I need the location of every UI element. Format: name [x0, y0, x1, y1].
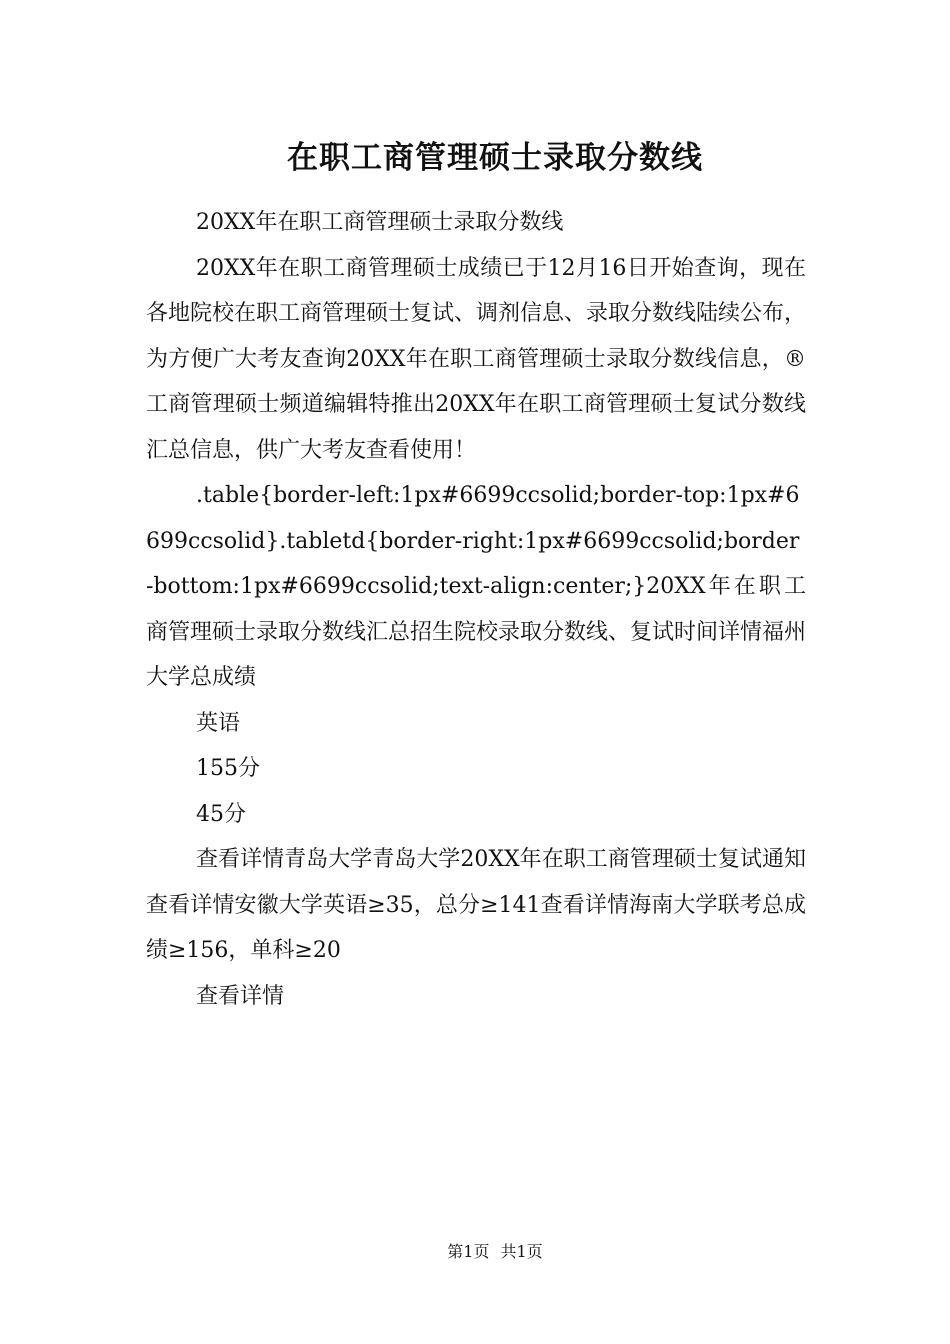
paragraph-css-residue: .table{border-left:1px#6699ccsolid;border-top:1px#6699ccsolid}.tabletd{border-right:1px#6699ccsolid;border-bottom:1px#6699ccsolid;text-align:center;}20XX年在职工商管理硕士录取分数线汇总招生院校录取分数线、复试时间详情福州大学总成绩: [146, 483, 807, 690]
paragraph-subtitle: 20XX年在职工商管理硕士录取分数线: [196, 210, 564, 235]
paragraph-score-155: 155分: [196, 756, 260, 781]
paragraph-score-45: 45分: [196, 801, 246, 827]
page-number: 第1页: [447, 1242, 490, 1261]
paragraph-intro: 20XX年在职工商管理硕士成绩已于12月16日开始查询，现在各地院校在职工商管理硕士复试、调剂信息、录取分数线陆续公布，为方便广大考友查询20XX年在职工商管理硕士录取分数线信息，®工商管理硕士频道编辑特推出20XX年在职工商管理硕士复试分数线汇总信息，供广大考友查看使用！: [146, 255, 807, 463]
document-title: 在职工商管理硕士录取分数线: [287, 140, 703, 176]
page-footer: [0, 1240, 950, 1264]
document-body: [146, 200, 806, 1019]
paragraph-details: 查看详情青岛大学青岛大学20XX年在职工商管理硕士复试通知查看详情安徽大学英语≥35，总分≥141查看详情海南大学联考总成绩≥156，单科≥20: [146, 847, 806, 963]
page-total: 共1页: [500, 1242, 543, 1261]
paragraph-view-details: 查看详情: [196, 983, 285, 1009]
paragraph-english: 英语: [196, 710, 241, 736]
